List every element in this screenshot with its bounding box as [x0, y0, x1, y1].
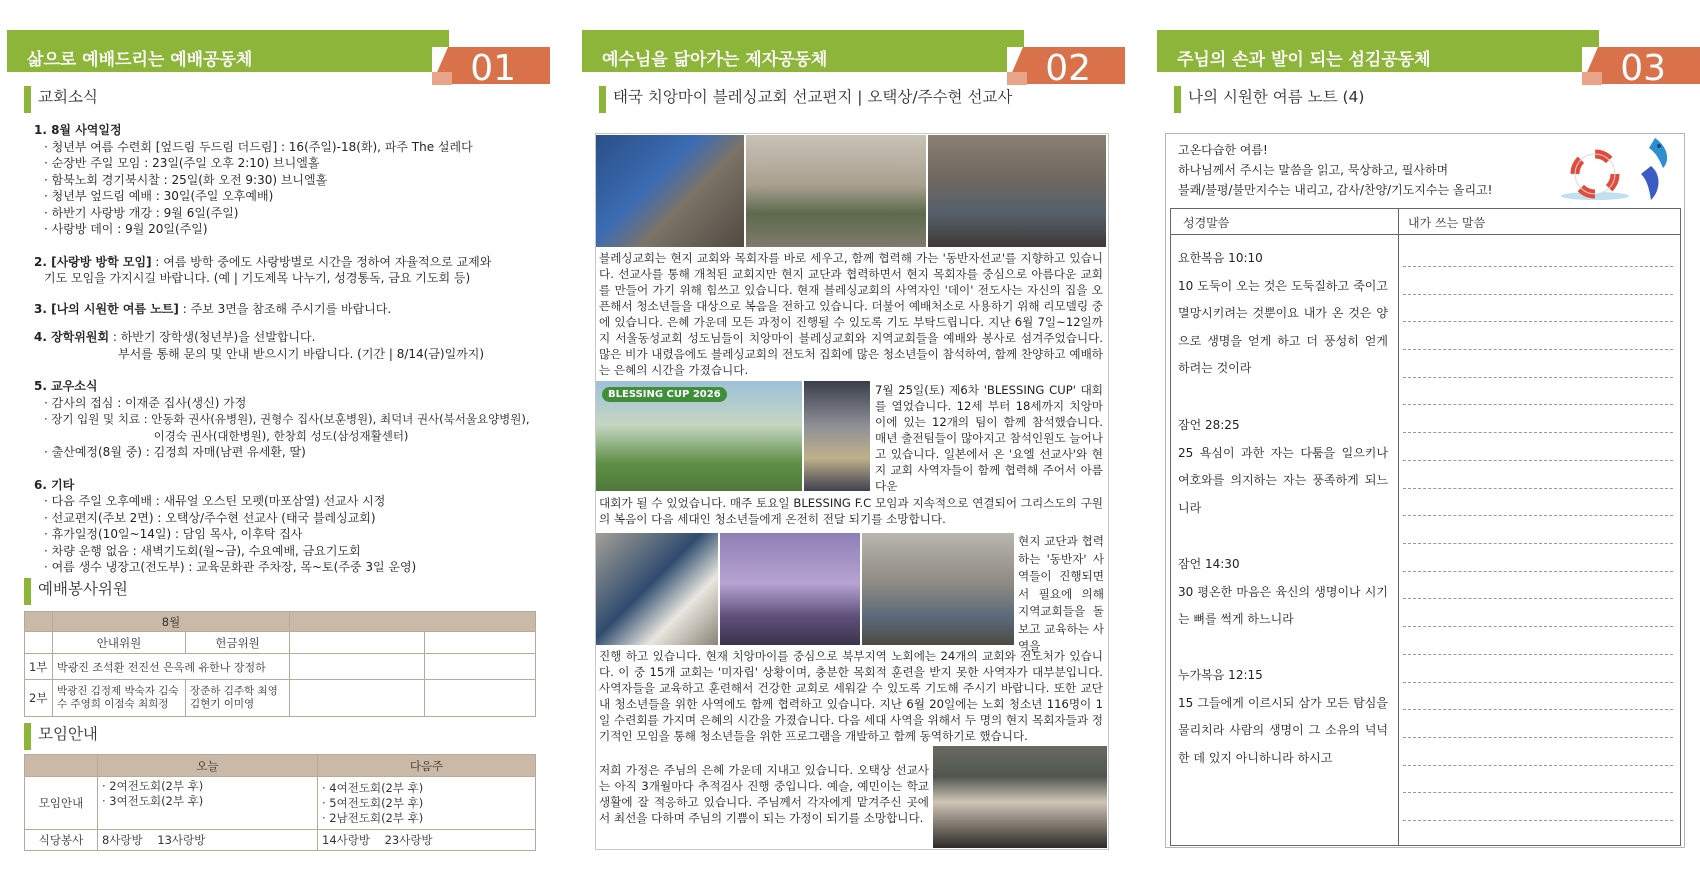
lifebuoy-fish-icon	[1555, 138, 1680, 206]
summer-note-greeting: 고온다습한 여름! 하나님께서 주시는 말씀을 읽고, 묵상하고, 필사하며 불쾌/불평/불만지수는 내리고, 감사/찬양/기도지수는 올리고!	[1178, 143, 1493, 197]
writing-line[interactable]	[1403, 294, 1673, 295]
letter-paragraph-3a: 현지 교단과 협력하는 '동반자' 사역들이 진행되면서 필요에 의해 지역교회들을 돌보고 교육하는 사역을	[1018, 534, 1104, 653]
photo-blessing-cup-caption: BLESSING CUP 2026	[602, 387, 727, 402]
writing-line[interactable]	[1403, 765, 1673, 766]
mission-letter-title: 태국 치앙마이 블레싱교회 선교편지 | 오택상/주수현 선교사	[599, 86, 1012, 108]
verse-2: 잠언 28:25 25 욕심이 과한 자는 다툼을 일으키나 여호와를 의지하는 자는 풍족하게 되느니라	[1178, 418, 1388, 515]
letter-paragraph-2b: 대회가 될 수 있었습니다. 매주 토요일 BLESSING F.C 모임과 지속적으로 연결되어 그리스도의 구원의 복음이 다음 세대인 청소년들에게 온전히 전달 되기를 소망합니다.	[599, 496, 1103, 526]
photo-blessing-cup-team	[596, 381, 802, 491]
writing-line[interactable]	[1403, 321, 1673, 322]
page2-header	[582, 30, 1122, 85]
page2-header-title: 예수님을 닮아가는 제자공동체	[582, 30, 1024, 72]
volunteer-table: 8월 안내위원 헌금위원 1부 박광진 조석환 전진선 은옥례 유한나 장정하 2부 박광진 김정제 박숙자 김숙수 주영희 이점숙 최희정 장준하 김주학 최영 김현기 이미영	[24, 611, 536, 717]
page3-header	[1157, 30, 1697, 85]
page3-header-title: 주님의 손과 발이 되는 섬김공동체	[1157, 30, 1599, 72]
page1-header-title: 삶으로 예배드리는 예배공동체	[7, 30, 449, 72]
news-item-1: 1. 8월 사역일정 · 청년부 여름 수련회 [엎드림 두드림 더드림] : 16(주일)-18(화), 파주 The 설레다 · 순장반 주일 모임 : 23일(주일 오후 2:10) 브니엘홀 · 함북노회 경기북시찰 : 25일(화 오전 9:30) 브니엘홀 · 청년부 엎드림 예배 : 30일(주일 오후예배) · 하반기 사랑방 개강 : 9월 6일(주일) · 사랑방 데이 : 9월 20일(주일)	[34, 123, 473, 236]
writing-line[interactable]	[1403, 515, 1673, 516]
photo-pastor-presenting	[596, 135, 744, 247]
page2-number: 02	[1007, 47, 1125, 84]
news-item-6: 6. 기타 · 다음 주일 오후예배 : 새뮤얼 오스틴 모펫(마포삼열) 선교사 시정 · 선교편지(주보 2면) : 오택상/주수현 선교사 (태국 블레싱교회) · 휴가일정(10일~14일) : 담임 목사, 이후탁 집사 · 차량 운행 없음 : 새벽기도회(월~금), 수요예배, 금요기도회 · 여름 생수 냉장고(전도부) : 교육문화관 주차장, 목~토(주중 3일 운영)	[34, 477, 417, 574]
news-item-2: 2. [사랑방 방학 모임] : 여름 방학 중에도 사랑방별로 시간을 정하여 자율적으로 교제와 기도 모임을 가지시길 바랍니다. (예 | 기도제목 나누기, 성경통독, 금요 기도회 등)	[34, 254, 492, 285]
letter-paragraph-4: 저희 가정은 주님의 은혜 가운데 지내고 있습니다. 오택상 선교사는 아직 3개월마다 추적검사 진행 중입니다. 예슬, 예민이는 학교생활에 잘 적응하고 있습니다. 주님께서 각자에게 맡겨주신 곳에서 최선을 다하며 주님의 기쁨이 되는 가정이 되기를 소망합니다.	[599, 763, 929, 825]
writing-line[interactable]	[1403, 266, 1673, 267]
news-item-4: 4. 장학위원회 : 하반기 장학생(청년부)을 선발합니다. 부서를 통해 문의 및 안내 받으시기 바랍니다. (기간 | 8/14(금)일까지)	[34, 330, 485, 361]
writing-line[interactable]	[1403, 349, 1673, 350]
writing-line[interactable]	[1403, 792, 1673, 793]
verse-4: 누가복음 12:15 15 그들에게 이르시되 삼가 모든 탐심을 물리치라 사람의 생명이 그 소유의 넉넉한 데 있지 아니하니라 하시고	[1178, 668, 1388, 765]
writing-line[interactable]	[1403, 571, 1673, 572]
photo-missionary-family	[933, 746, 1107, 848]
writing-line[interactable]	[1403, 737, 1673, 738]
table-row: 모임안내 · 2여전도회(2부 후) · 3여전도회(2부 후) · 4여전도회(2부 후) · 5여전도회(2부 후) · 2남전도회(2부 후)	[25, 777, 536, 830]
writing-line[interactable]	[1403, 377, 1673, 378]
writing-line[interactable]	[1403, 626, 1673, 627]
writing-line[interactable]	[1403, 820, 1673, 821]
news-item-3: 3. [나의 시원한 여름 노트] : 주보 3면을 참조해 주시기를 바랍니다.	[34, 301, 392, 316]
photo-worship-crowd	[928, 135, 1106, 247]
photo-outdoor-gathering	[746, 135, 926, 247]
writing-line[interactable]	[1403, 598, 1673, 599]
summer-note-title: 나의 시원한 여름 노트 (4)	[1174, 86, 1364, 108]
page1-number: 01	[432, 47, 550, 84]
photo-trophy	[804, 381, 870, 491]
photo-youth-worship	[720, 533, 860, 645]
meeting-table: 오늘 다음주 모임안내 · 2여전도회(2부 후) · 3여전도회(2부 후) · 4여전도회(2부 후) · 5여전도회(2부 후) · 2남전도회(2부 후) 식당봉사 8사랑방 13사랑방 14사랑방 23사랑방	[24, 754, 536, 851]
letter-paragraph-2a: 7월 25일(토) 제6차 'BLESSING CUP' 대회를 열었습니다. 12세 부터 18세까지 치앙마이에 있는 12개의 팀이 함께 참석했습니다. 매년 출전팀들이 많아지고 참석인원도 늘어나고 있습니다. 일본에서 온 '요엘 선교사'와 현지 교회 사역자들이 함께 협력해 주어서 아름다운	[875, 383, 1103, 493]
writing-line[interactable]	[1403, 432, 1673, 433]
photo-training-session	[596, 533, 718, 645]
writing-line[interactable]	[1403, 682, 1673, 683]
news-item-5: 5. 교우소식 · 감사의 접심 : 이재준 집사(생신) 가정 · 장기 입원 및 치료 : 안동화 권사(유병원), 권형수 집사(보훈병원), 최덕녀 권사(북서울요양병원), 이경숙 권사(대한병원), 한창희 성도(삼성재활센터) · 출산예정(8월 중) : 김정희 자매(남편 유세환, 딸)	[34, 379, 530, 459]
page1-header	[7, 30, 547, 85]
writing-line[interactable]	[1403, 543, 1673, 544]
letter-paragraph-3b: 진행 하고 있습니다. 현재 치앙마이를 중심으로 북부지역 노회에는 24개의 교회와 전도처가 있습니다. 이 중 15개 교회는 '미자립' 상황이며, 충분한 목회적 훈련을 받지 못한 사역자가 대부분입니다. 사역자들을 교육하고 훈련해서 건강한 교회로 세워갈 수 있도록 기도해 주시기 바랍니다. 또한 교단 내 청소년들을 위한 사역에도 함께 협력하고 있습니다. 지난 6월 20일에는 노회 청소년 116명이 1일 수련회를 가지며 은혜의 시간을 가졌습니다. 다음 세대 사역을 위해서 두 명의 현지 목회자들과 정기적인 모임을 통해 청소년들을 위한 프로그램을 개발하고 함께 동역하기로 했습니다.	[599, 649, 1103, 743]
writing-line[interactable]	[1403, 654, 1673, 655]
meeting-title: 모임안내	[24, 723, 98, 745]
table-row: 식당봉사 8사랑방 13사랑방 14사랑방 23사랑방	[25, 830, 536, 851]
page3-number: 03	[1582, 47, 1700, 84]
writing-line[interactable]	[1403, 404, 1673, 405]
table-row: 1부 박광진 조석환 전진선 은옥례 유한나 장정하	[25, 654, 536, 680]
writing-line[interactable]	[1403, 709, 1673, 710]
verse-1: 요한복음 10:10 10 도둑이 오는 것은 도둑질하고 죽이고 멸망시키려는 것뿐이요 내가 온 것은 양으로 생명을 얻게 하고 더 풍성히 얻게 하려는 것이라	[1178, 251, 1388, 375]
church-news-title: 교회소식	[24, 86, 98, 108]
church-news-list	[34, 122, 554, 576]
writing-line[interactable]	[1403, 488, 1673, 489]
photo-meeting-room	[862, 533, 1014, 645]
my-writing-column-header: 내가 쓰는 말씀	[1408, 216, 1486, 230]
volunteer-title: 예배봉사위원	[24, 578, 128, 600]
writing-line[interactable]	[1403, 460, 1673, 461]
table-row: 2부 박광진 김정제 박숙자 김숙수 주영희 이점숙 최희정 장준하 김주학 최영 김현기 이미영	[25, 680, 536, 717]
letter-paragraph-1: 블레싱교회는 현지 교회와 목회자를 바로 세우고, 함께 협력해 가는 '동반자선교'를 지향하고 있습니다. 선교사를 통해 개척된 교회지만 현지 교단과 협력하면서 현지 목회자를 중심으로 아름다운 교회를 만들어 가기 위해 힘쓰고 있습니다. 현재 블레싱교회의 사역자인 '데이' 전도사는 자신의 집을 오픈해서 청소년들을 대상으로 복음을 전하고 있습니다. 더불어 예배처소로 사용하기 위해 리모델링 중에 있습니다. 은혜 가운데 모든 과정이 진행될 수 있도록 기도 부탁드립니다. 지난 6월 7일~12일까지 서울동성교회 성도님들이 치앙마이 블레싱교회와 지역교회들을 예배와 봉사로 섬겨주었습니다. 많은 비가 내렸음에도 블레싱교회의 전도처 집회에 많은 청소년들이 참석하여, 함께 찬양하고 예배하는 은혜의 시간을 가졌습니다.	[599, 251, 1103, 377]
scripture-column-header: 성경말씀	[1183, 216, 1230, 230]
verse-3: 잠언 14:30 30 평온한 마음은 육신의 생명이나 시기는 뼈를 썩게 하느니라	[1178, 557, 1388, 626]
